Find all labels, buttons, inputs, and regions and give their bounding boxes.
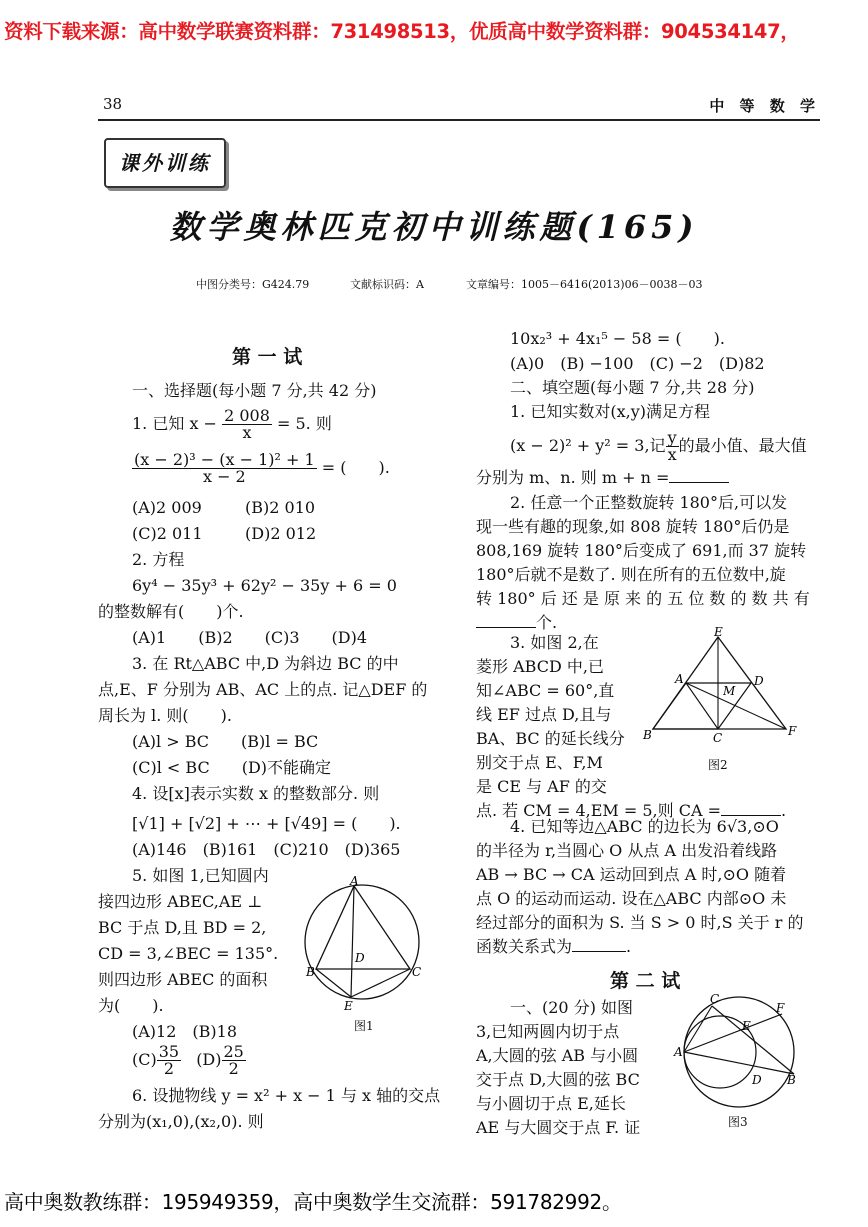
- fig3-label-b: B: [787, 1073, 796, 1087]
- fig1-label-c: C: [412, 965, 422, 979]
- f4-line1: 4. 已知等边△ABC 的边长为 6√3,⊙O: [510, 817, 779, 836]
- figure-2-caption: 图2: [708, 758, 728, 772]
- fig1-label-d: D: [355, 951, 365, 965]
- q1-expression: $\frac{\text{(x − 2)³ − (x − 1)² + 1}}{x - 2}$: [134, 450, 315, 486]
- fig3-label-e: E: [742, 1019, 751, 1033]
- f1-line3: 分别为 m、n. 则 m + n =: [476, 467, 729, 489]
- q3-line1: 3. 在 Rt△ABC 中,D 为斜边 BC 的中: [132, 654, 399, 673]
- q2-line1: 2. 方程: [132, 550, 185, 569]
- p1-line2: 3,已知两圆内切于点: [476, 1022, 620, 1041]
- q1-line1: 1. 已知 x − $\frac{2 008}{x}$ = 5. 则: [132, 406, 332, 442]
- p1-line1: 一、(20 分) 如图: [510, 998, 634, 1017]
- q5-option-c-fraction: $\frac{35}{2}$: [158, 1042, 180, 1078]
- f3-line3: 知∠ABC = 60°,直: [476, 681, 615, 700]
- choice-heading: 一、选择题(每小题 7 分,共 42 分): [132, 381, 377, 400]
- q2-line3: 的整数解有( )个.: [98, 602, 244, 621]
- q6-line2: 分别为(x₁,0),(x₂,0). 则: [98, 1112, 264, 1131]
- f4-line2: 的半径为 r,当圆心 O 从点 A 出发沿着线路: [476, 841, 778, 860]
- q5-option-d-fraction: $\frac{25}{2}$: [223, 1042, 244, 1078]
- article-number: 文章编号：1005－6416(2013)06－0038－03: [466, 278, 703, 291]
- q1-option-a: (A)2 009: [132, 498, 202, 517]
- p1-line5: 与小圆切于点 E,延长: [476, 1094, 626, 1113]
- q1-option-d: (D)2 012: [245, 524, 317, 543]
- p1-line4: 交于点 D,大圆的弦 BC: [476, 1070, 640, 1089]
- q3-line3: 周长为 l. 则( ).: [98, 706, 232, 725]
- f3-line8: 点. 若 CM = 4,EM = 5,则 CA = .: [476, 801, 787, 820]
- f2-line2: 现一些有趣的现象,如 808 旋转 180°后仍是: [476, 517, 790, 536]
- f2-line4: 180°后就不是数了. 则在所有的五位数中,旋: [476, 565, 786, 584]
- doc-code: 文献标识码：A: [350, 278, 424, 291]
- fill-heading: 二、填空题(每小题 7 分,共 28 分): [510, 378, 755, 397]
- q1-line2: $\frac{\text{(x − 2)³ − (x − 1)² + 1}}{x - 2}$ = ( ).: [134, 450, 390, 486]
- fig1-label-a: A: [350, 876, 359, 888]
- q1-option-b: (B)2 010: [245, 498, 316, 517]
- f2-line3: 808,169 旋转 180°后变成了 691,而 37 旋转: [476, 541, 807, 560]
- f3-line4: 线 EF 过点 D,且与: [476, 705, 612, 724]
- f4-line6: 函数关系式为 .: [476, 937, 632, 956]
- q4-line1: 4. 设[x]表示实数 x 的整数部分. 则: [132, 784, 380, 803]
- f1-fraction: $\frac{y}{x}$: [667, 428, 677, 464]
- f2-line6: 个.: [476, 612, 557, 634]
- p1-line3: A,大圆的弦 AB 与小圆: [476, 1046, 639, 1065]
- section-heading-1: 第 一 试: [232, 346, 303, 368]
- fig2-label-b: B: [643, 728, 652, 742]
- q5-line1: 5. 如图 1,已知圆内: [132, 866, 269, 885]
- journal-name: 中 等 数 学: [709, 97, 820, 115]
- column-tag: 课外训练: [104, 138, 226, 188]
- fig3-label-c: C: [710, 992, 720, 1006]
- figure-3: [672, 992, 802, 1110]
- fig2-label-d: D: [754, 674, 764, 688]
- top-banner: 资料下载来源：高中数学联赛资料群：731498513，优质高中数学资料群：904534147，: [4, 20, 800, 43]
- f2-line1: 2. 任意一个正整数旋转 180°后,可以发: [510, 493, 788, 512]
- q5-line4: CD = 3,∠BEC = 135°.: [98, 944, 279, 963]
- fig1-label-b: B: [306, 965, 315, 979]
- q5-line3: BC 于点 D,且 BD = 2,: [98, 918, 267, 937]
- q6-line1: 6. 设抛物线 y = x² + x − 1 与 x 轴的交点: [132, 1086, 441, 1105]
- q1-option-c: (C)2 011: [132, 524, 203, 543]
- fig2-label-f: F: [788, 724, 797, 738]
- q3-options-2: (C)l < BC (D)不能确定: [132, 758, 332, 777]
- page-number: 38: [103, 95, 123, 113]
- f1-line2: (x − 2)² + y² = 3,记 $\frac{y}{x}$ 的最小值、最大值: [510, 428, 807, 464]
- q6-options: (A)0 (B) −100 (C) −2 (D)82: [510, 354, 765, 373]
- q3-options-1: (A)l > BC (B)l = BC: [132, 732, 319, 751]
- article-title: 数学奥林匹克初中训练题(165): [169, 208, 699, 246]
- fig2-label-m: M: [723, 684, 736, 698]
- fig3-label-f: F: [776, 1001, 785, 1015]
- f3-line5: BA、BC 的延长线分: [476, 729, 625, 748]
- f4-line3: AB → BC → CA 运动回到点 A 时,⊙O 随着: [476, 865, 787, 884]
- q5-line6: 为( ).: [98, 996, 164, 1015]
- q5-options-1: (A)12 (B)18: [132, 1022, 238, 1041]
- fig2-label-c: C: [713, 731, 723, 745]
- f2-line5: 转 180° 后 还 是 原 来 的 五 位 数 的 数 共 有: [476, 589, 810, 608]
- f4-line4: 点 O 的运动而运动. 设在△ABC 内部⊙O 未: [476, 889, 787, 908]
- figure-1-caption: 图1: [354, 1019, 374, 1033]
- q3-line2: 点,E、F 分别为 AB、AC 上的点. 记△DEF 的: [98, 680, 428, 699]
- fig1-label-e: E: [344, 999, 353, 1013]
- section-heading-2: 第 二 试: [610, 970, 681, 992]
- fig3-label-d: D: [752, 1073, 762, 1087]
- f3-line6: 别交于点 E、F,M: [476, 753, 603, 772]
- fig3-label-a: A: [674, 1045, 683, 1059]
- q4-expression: [√1] + [√2] + ⋯ + [√49] = ( ).: [132, 814, 401, 833]
- q6-continuation: 10x₂³ + 4x₁⁵ − 58 = ( ).: [510, 329, 725, 348]
- fig2-label-a: A: [675, 672, 684, 686]
- q1-fraction: $\frac{2 008}{x}$: [224, 406, 270, 442]
- f1-line1: 1. 已知实数对(x,y)满足方程: [510, 402, 710, 421]
- header-rule: [98, 119, 820, 121]
- q2-equation: 6y⁴ − 35y³ + 62y² − 35y + 6 = 0: [132, 576, 397, 595]
- figure-3-caption: 图3: [728, 1115, 748, 1129]
- q5-options-2: (C) $\frac{35}{2}$ (D) $\frac{25}{2}$: [132, 1042, 244, 1078]
- bottom-banner: 高中奥数教练群：195949359，高中奥数学生交流群：591782992。: [4, 1190, 622, 1214]
- f3-line2: 菱形 ABCD 中,已: [476, 657, 604, 676]
- f4-line5: 经过部分的面积为 S. 当 S > 0 时,S 关于 r 的: [476, 913, 804, 932]
- f3-line1: 3. 如图 2,在: [510, 633, 599, 652]
- p1-line6: AE 与大圆交于点 F. 证: [476, 1118, 641, 1137]
- fig2-label-e: E: [714, 625, 723, 639]
- figure-2: [638, 625, 808, 745]
- clc-number: 中图分类号：G424.79: [196, 278, 310, 291]
- q4-options: (A)146 (B)161 (C)210 (D)365: [132, 840, 401, 859]
- q5-line5: 则四边形 ABEC 的面积: [98, 970, 268, 989]
- figure-1: [300, 876, 430, 1016]
- f3-line7: 是 CE 与 AF 的交: [476, 777, 607, 796]
- q2-options: (A)1 (B)2 (C)3 (D)4: [132, 628, 368, 647]
- q5-line2: 接四边形 ABEC,AE ⊥: [98, 892, 263, 911]
